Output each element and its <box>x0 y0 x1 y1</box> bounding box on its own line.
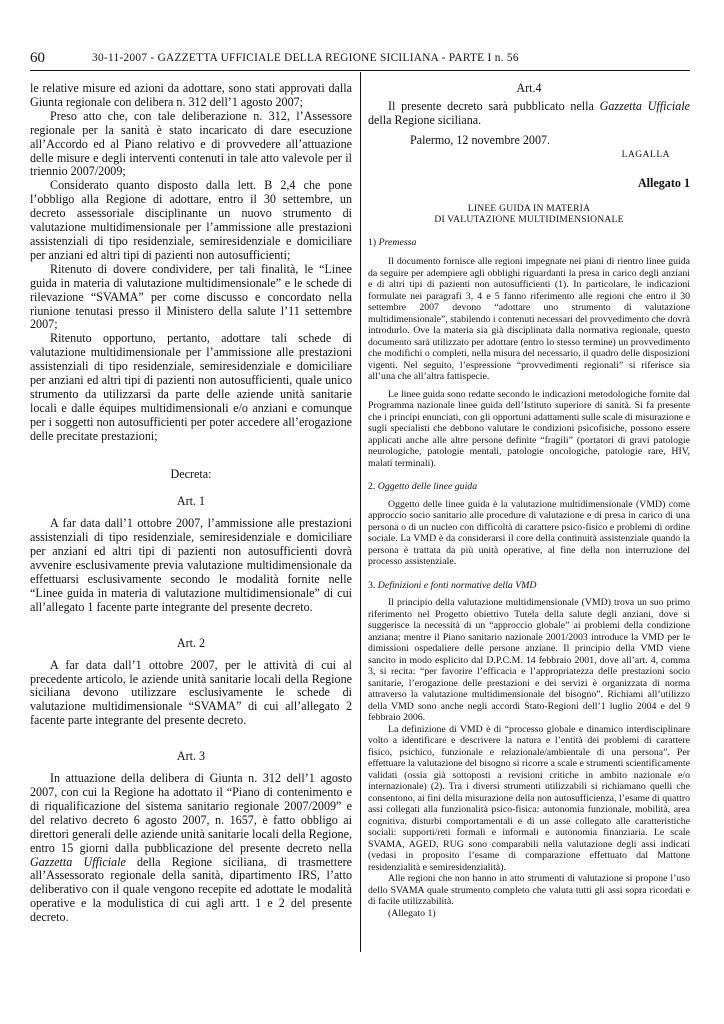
article-body <box>368 100 690 128</box>
section-number: 1) <box>368 236 379 248</box>
paragraph: Ritenuto opportuno, pertanto, adottare tali schede di valutazione multidimensionale per l’ammissione alle prestazioni assistenziali di tipo residenziale, semiresidenziale e domiciliare per anziani ed altri tipi di pazienti non autosufficienti, quale unico strumento da utilizzarsi da parte delle aziende unità sanitarie locali e dalle équipes multidimensionali e/o anziani e comunque per i soggetti non autosufficienti per poter accedere all’erogazione delle precitate prestazioni; <box>30 331 352 443</box>
article-text: della Regione siciliana. <box>368 112 482 127</box>
column-divider <box>360 72 361 952</box>
article-heading: Art. 3 <box>176 749 206 764</box>
running-title: 30-11-2007 - GAZZETTA UFFICIALE DELLA REGIONE SICILIANA - PARTE I n. 56 <box>92 52 519 64</box>
paragraph: Le linee guida sono redatte secondo le indicazioni metodologiche fornite dal Programma nazionale linee guida dell’Istituto superiore di sanità. Si fa presente che i principi enunciati, con gli opportuni adattamenti sulle scale di misurazione e sugli specialisti che debbono valutare le condizioni psicofisiche, possono essere applicati anche alle altre persone definite “fragili” (portatori di gravi patologie neurologiche, patologie mentali, patologie oncologiche, patologie rare, HIV, malati terminali). <box>368 388 690 469</box>
paragraph: (Allegato 1) <box>388 907 436 919</box>
section-number: 2. <box>368 481 378 493</box>
section-heading <box>368 580 690 592</box>
paragraph: Il principio della valutazione multidimensionale (VMD) trova un suo primo riferimento nel Progetto obiettivo Tutela della salute degli anziani, dove si suggerisce la necessità di un “approccio globale” ai problemi della condizione anziana; mentre il Piano sanitario nazionale 2001/2003 introduce la VMD per le dimissioni ospedaliere delle persone anziane. Il principio della VMD viene sancito in modo esplicito dal D.P.C.M. 14 febbraio 2001, dove all’art. 4, comma 3, si recita: “per favorire l’efficacia e l’appropriatezza delle prestazioni socio sanitarie, l’erogazione delle prestazioni e dei servizi è organizzata di norma attraverso la valutazione multidimensionale del bisogno”. Richiami all’utilizzo della VMD sono anche negli accordi Stato-Regioni dell’1 luglio 2004 e del 9 febbraio 2006. <box>368 597 690 724</box>
signature: LAGALLA <box>621 149 670 160</box>
page-number: 60 <box>30 50 45 66</box>
paragraph: le relative misure ed azioni da adottare, sono stati approvati dalla Giunta regionale con delibera n. 312 dell’1 agosto 2007; <box>30 81 352 109</box>
place-date: Palermo, 12 novembre 2007. <box>410 132 551 147</box>
article-heading: Art. 1 <box>176 494 206 509</box>
annex-label: Allegato 1 <box>637 175 690 190</box>
section-number: 3. <box>368 579 378 591</box>
article-heading: Art. 2 <box>176 635 206 650</box>
section-title: Definizioni e fonti normative della VMD <box>377 579 537 591</box>
paragraph: Il documento fornisce alle regioni impegnate nei piani di rientro linee guida da seguire per adempiere agli obblighi riguardanti la presa in carico degli anziani e di altri tipi di pazienti non autosufficienti (1). In particolare, le indicazioni formulate nei paragrafi 3, 4 e 5 fanno riferimento alle regioni che entro il 30 settembre 2007 devono “adottare uno strumento di valutazione multidimensionale”, stabilendo i contenuti necessari del provvedimento che dovrà introdurlo. Ove la materia sia già disciplinata dalla normativa regionale, questo documento sarà utilizzato per adottare (entro lo stesso termine) un provvedimento che modifichi o completi, nella misura del necessario, il quadro delle disposizioni vigenti. Nel seguito, l’espressione “provvedimenti regionali” si riferisce sia all’una che all’altra fattispecie. <box>368 256 690 383</box>
paragraph: La definizione di VMD è di “processo globale e dinamico interdisciplinare volto a identificare e descrivere la natura e l’entità dei problemi di carattere fisico, psichico, funzionale e relazionale/ambientale di una persona”. Per effettuare la valutazione del bisogno si ricorre a scale e strumenti scientificamente validati (ossia già sottoposti a revisioni critiche in ambito nazionale e/o internazionale) (2). Tra i diversi strumenti utilizzabili si richiamano quelli che consentono, ai fini della misurazione della non autosufficienza, l’esame di quattro assi collegati alla funzionalità psico-fisica: autonomia funzionale, mobilità, area cognitiva, disturbi comportamentali e di un asse collegato alle caratteristiche sociali: supporti/reti formali e informali e autonomia finanziaria. Le scale SVAMA, AGED, RUG sono comparabili nella valutazione degli assi indicati (vedasi in proposito l’esame di comparazione effettuato dal Mattone residenzialità e semiresidenzialità). <box>368 723 690 873</box>
gazette-name: Gazzetta Ufficiale <box>599 98 690 113</box>
paragraph: Considerato quanto disposto dalla lett. B 2,4 che pone l’obbligo alla Regione di adottare, entro il 30 settembre, un decreto assessoriale disciplinante un nuovo strumento di valutazione multidimensionale per l’ammissione alle prestazioni assistenziali di tipo residenziale, semiresidenziale e domiciliare per anziani ed altri tipi di pazienti non autosufficienti; <box>30 178 352 262</box>
guide-title: LINEE GUIDA IN MATERIA <box>467 202 591 214</box>
section-heading <box>368 237 690 249</box>
section-title: Oggetto delle linee guida <box>377 481 478 493</box>
article-body <box>30 772 352 925</box>
page-header <box>30 50 690 72</box>
paragraph: Ritenuto di dovere condividere, per tali finalità, le “Linee guida in materia di valutazione multidimensionale” e le schede di rilevazione “SVAMA” per come discusso e concordato nella riunione tenutasi presso il Ministero della salute l’11 settembre 2007; <box>30 261 352 332</box>
article-text: della Regione siciliana, di trasmettere all’Assessorato regionale della sanità, dipartimento IRS, l’atto deliberativo con il quale vengono recepite ed adottate le modalità operative e la modulistica di cui agli artt. 1 e 2 del presente decreto. <box>30 854 352 925</box>
left-column <box>30 82 352 925</box>
right-column <box>368 82 690 919</box>
section-title: Premessa <box>378 236 417 248</box>
guide-title: DI VALUTAZIONE MULTIDIMENSIONALE <box>434 213 624 225</box>
section-heading <box>368 481 690 493</box>
header-rule <box>30 70 690 71</box>
paragraph: Preso atto che, con tale deliberazione n. 312, l’Assessore regionale per la sanità è stato incaricato di dare esecuzione all’Accordo ed al Piano relativo e di provvedere all’attuazione delle misure e degli interventi contenuti in tale atto valevole per il triennio 2007/2009; <box>30 108 352 179</box>
article-text: In attuazione della delibera di Giunta n. 312 dell’1 agosto 2007, con cui la Regione ha adottato il “Piano di contenimento e di riqualificazione del sistema sanitario regionale 2007/2009” e del relativo decreto 6 agosto 2007, n. 1657, è fatto obbligo ai direttori generali delle aziende unità sanitarie locali della Regione, entro 15 giorni dalla pubblicazione del presente decreto nella <box>30 771 352 855</box>
article-text: Il presente decreto sarà pubblicato nella <box>388 98 600 113</box>
paragraph: Oggetto delle linee guida è la valutazione multidimensionale (VMD) come approccio socio sanitario alle procedure di valutazione e di presa in carico di una persona o di un nucleo con difficoltà di carattere psico-fisico e problemi di ordine sociale. La VMD è da considerarsi il core della continuità assistenziale quando la persona è trattata da più unità operative, al fine della non interruzione del processo assistenziale. <box>368 498 690 568</box>
paragraph: Alle regioni che non hanno in atto strumenti di valutazione si propone l’uso dello SVAMA quale strumento completo che valuta tutti gli assi sopra ricordati e di facile utilizzabilità. <box>368 873 690 908</box>
article-body: A far data dall’1 ottobre 2007, per le attività di cui al precedente articolo, le aziende unità sanitarie locali della Regione siciliana devono utilizzare esclusivamente le schede di valutazione multidimensionale “SVAMA” di cui all’allegato 2 facente parte integrante del presente decreto. <box>30 657 352 728</box>
gazette-name: Gazzetta Ufficiale <box>30 854 126 869</box>
article-heading: Art.4 <box>516 81 542 95</box>
decreta-heading: Decreta: <box>170 466 212 481</box>
article-body: A far data dall’1 ottobre 2007, l’ammissione alle prestazioni assistenziali di tipo residenziale, semiresidenziale e domiciliare per anziani ed altri tipi di pazienti non autosufficienti dovrà avvenire esclusivamente previa valutazione multidimensionale da effettuarsi esclusivamente secondo le modalità fornite nelle “Linee guida in materia di valutazione multidimensionale” di cui all’allegato 1 facente parte integrante del presente decreto. <box>30 516 352 614</box>
